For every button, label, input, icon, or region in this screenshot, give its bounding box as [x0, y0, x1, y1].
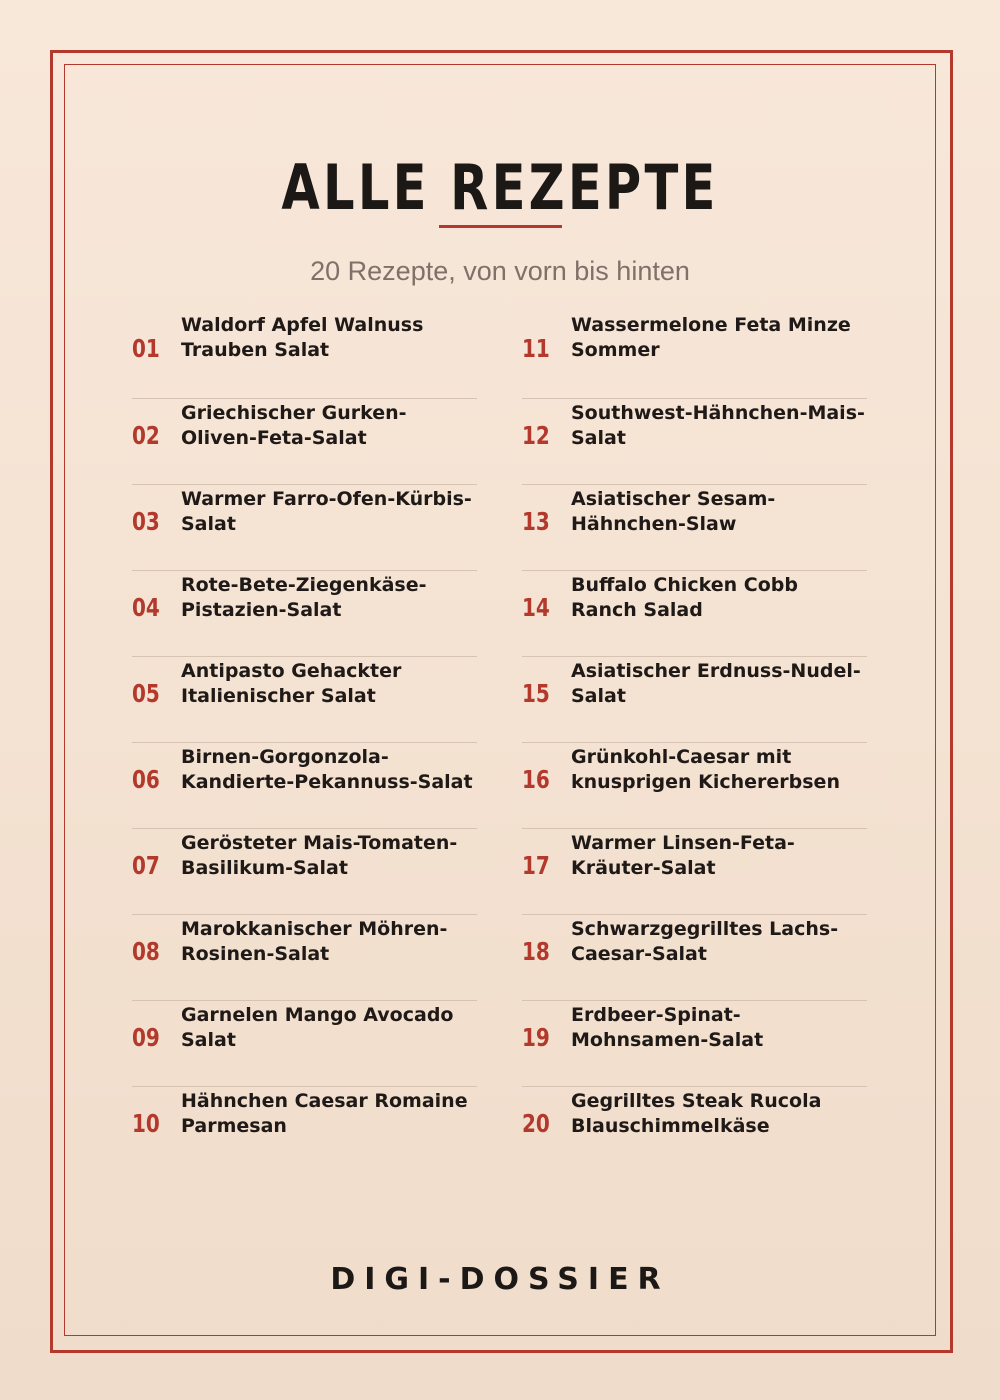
recipe-number: 11 [522, 334, 550, 363]
recipe-number: 02 [132, 421, 160, 450]
recipe-number: 16 [522, 765, 550, 794]
recipe-item[interactable] [132, 484, 477, 570]
recipe-item[interactable] [522, 914, 867, 1000]
recipe-item[interactable] [132, 828, 477, 914]
recipe-item[interactable] [522, 656, 867, 742]
recipe-name: Warmer Linsen-Feta-Kräuter-Salat [571, 832, 795, 879]
recipe-name: Wassermelone Feta Minze Sommer [571, 314, 851, 361]
recipe-name: Buffalo Chicken Cobb Ranch Salad [571, 574, 798, 621]
recipe-number: 10 [132, 1109, 160, 1138]
recipe-item[interactable] [132, 914, 477, 1000]
recipe-item[interactable] [132, 1000, 477, 1086]
recipe-name: Waldorf Apfel Walnuss Trauben Salat [181, 314, 424, 361]
recipe-number: 09 [132, 1023, 160, 1052]
recipe-item[interactable] [522, 828, 867, 914]
recipe-number: 15 [522, 679, 550, 708]
recipe-number: 13 [522, 507, 550, 536]
recipe-number: 18 [522, 937, 550, 966]
recipe-name: Antipasto Gehackter Italienischer Salat [181, 660, 402, 707]
recipe-name: Erdbeer-Spinat-Mohnsamen-Salat [571, 1004, 764, 1051]
recipe-name: Rote-Bete-Ziegenkäse-Pistazien-Salat [181, 574, 427, 621]
page-subtitle: 20 Rezepte, von vorn bis hinten [310, 256, 690, 286]
recipe-list-left [132, 312, 477, 1172]
recipe-item[interactable] [522, 570, 867, 656]
recipe-item[interactable] [522, 1000, 867, 1086]
recipe-number: 12 [522, 421, 550, 450]
recipe-name: Griechischer Gurken-Oliven-Feta-Salat [181, 402, 407, 449]
recipe-number: 05 [132, 679, 160, 708]
recipe-name: Gegrilltes Steak Rucola Blauschimmelkäse [571, 1090, 822, 1137]
recipe-number: 03 [132, 507, 160, 536]
recipe-item[interactable] [132, 570, 477, 656]
recipe-item[interactable] [522, 742, 867, 828]
recipe-name: Birnen-Gorgonzola-Kandierte-Pekannuss-Salat [181, 746, 473, 793]
recipe-name: Marokkanischer Möhren-Rosinen-Salat [181, 918, 448, 965]
recipe-list-right [522, 312, 867, 1172]
recipe-name: Garnelen Mango Avocado Salat [181, 1004, 454, 1051]
recipe-number: 17 [522, 851, 550, 880]
title-underline [439, 225, 562, 228]
recipe-name: Asiatischer Erdnuss-Nudel-Salat [571, 660, 861, 707]
recipe-item[interactable] [132, 1086, 477, 1172]
recipe-item[interactable] [132, 742, 477, 828]
recipe-name: Gerösteter Mais-Tomaten-Basilikum-Salat [181, 832, 458, 879]
recipe-item[interactable] [522, 1086, 867, 1172]
recipe-number: 04 [132, 593, 160, 622]
recipe-number: 07 [132, 851, 160, 880]
recipe-number: 06 [132, 765, 160, 794]
page-title: ALLE REZEPTE [281, 151, 719, 224]
recipe-name: Grünkohl-Caesar mit knusprigen Kichererbsen [571, 746, 840, 793]
recipe-name: Warmer Farro-Ofen-Kürbis-Salat [181, 488, 472, 535]
recipe-item[interactable] [522, 484, 867, 570]
brand-footer: DIGI-DOSSIER [330, 1262, 670, 1297]
recipe-number: 20 [522, 1109, 550, 1138]
recipe-item[interactable] [522, 398, 867, 484]
recipe-number: 14 [522, 593, 550, 622]
recipe-item[interactable] [132, 312, 477, 398]
recipe-name: Schwarzgegrilltes Lachs-Caesar-Salat [571, 918, 839, 965]
recipe-item[interactable] [132, 656, 477, 742]
recipe-item[interactable] [132, 398, 477, 484]
recipe-item[interactable] [522, 312, 867, 398]
recipe-name: Southwest-Hähnchen-Mais-Salat [571, 402, 865, 449]
recipe-number: 01 [132, 334, 160, 363]
recipe-name: Hähnchen Caesar Romaine Parmesan [181, 1090, 468, 1137]
recipe-number: 08 [132, 937, 160, 966]
recipe-number: 19 [522, 1023, 550, 1052]
recipe-name: Asiatischer Sesam-Hähnchen-Slaw [571, 488, 776, 535]
